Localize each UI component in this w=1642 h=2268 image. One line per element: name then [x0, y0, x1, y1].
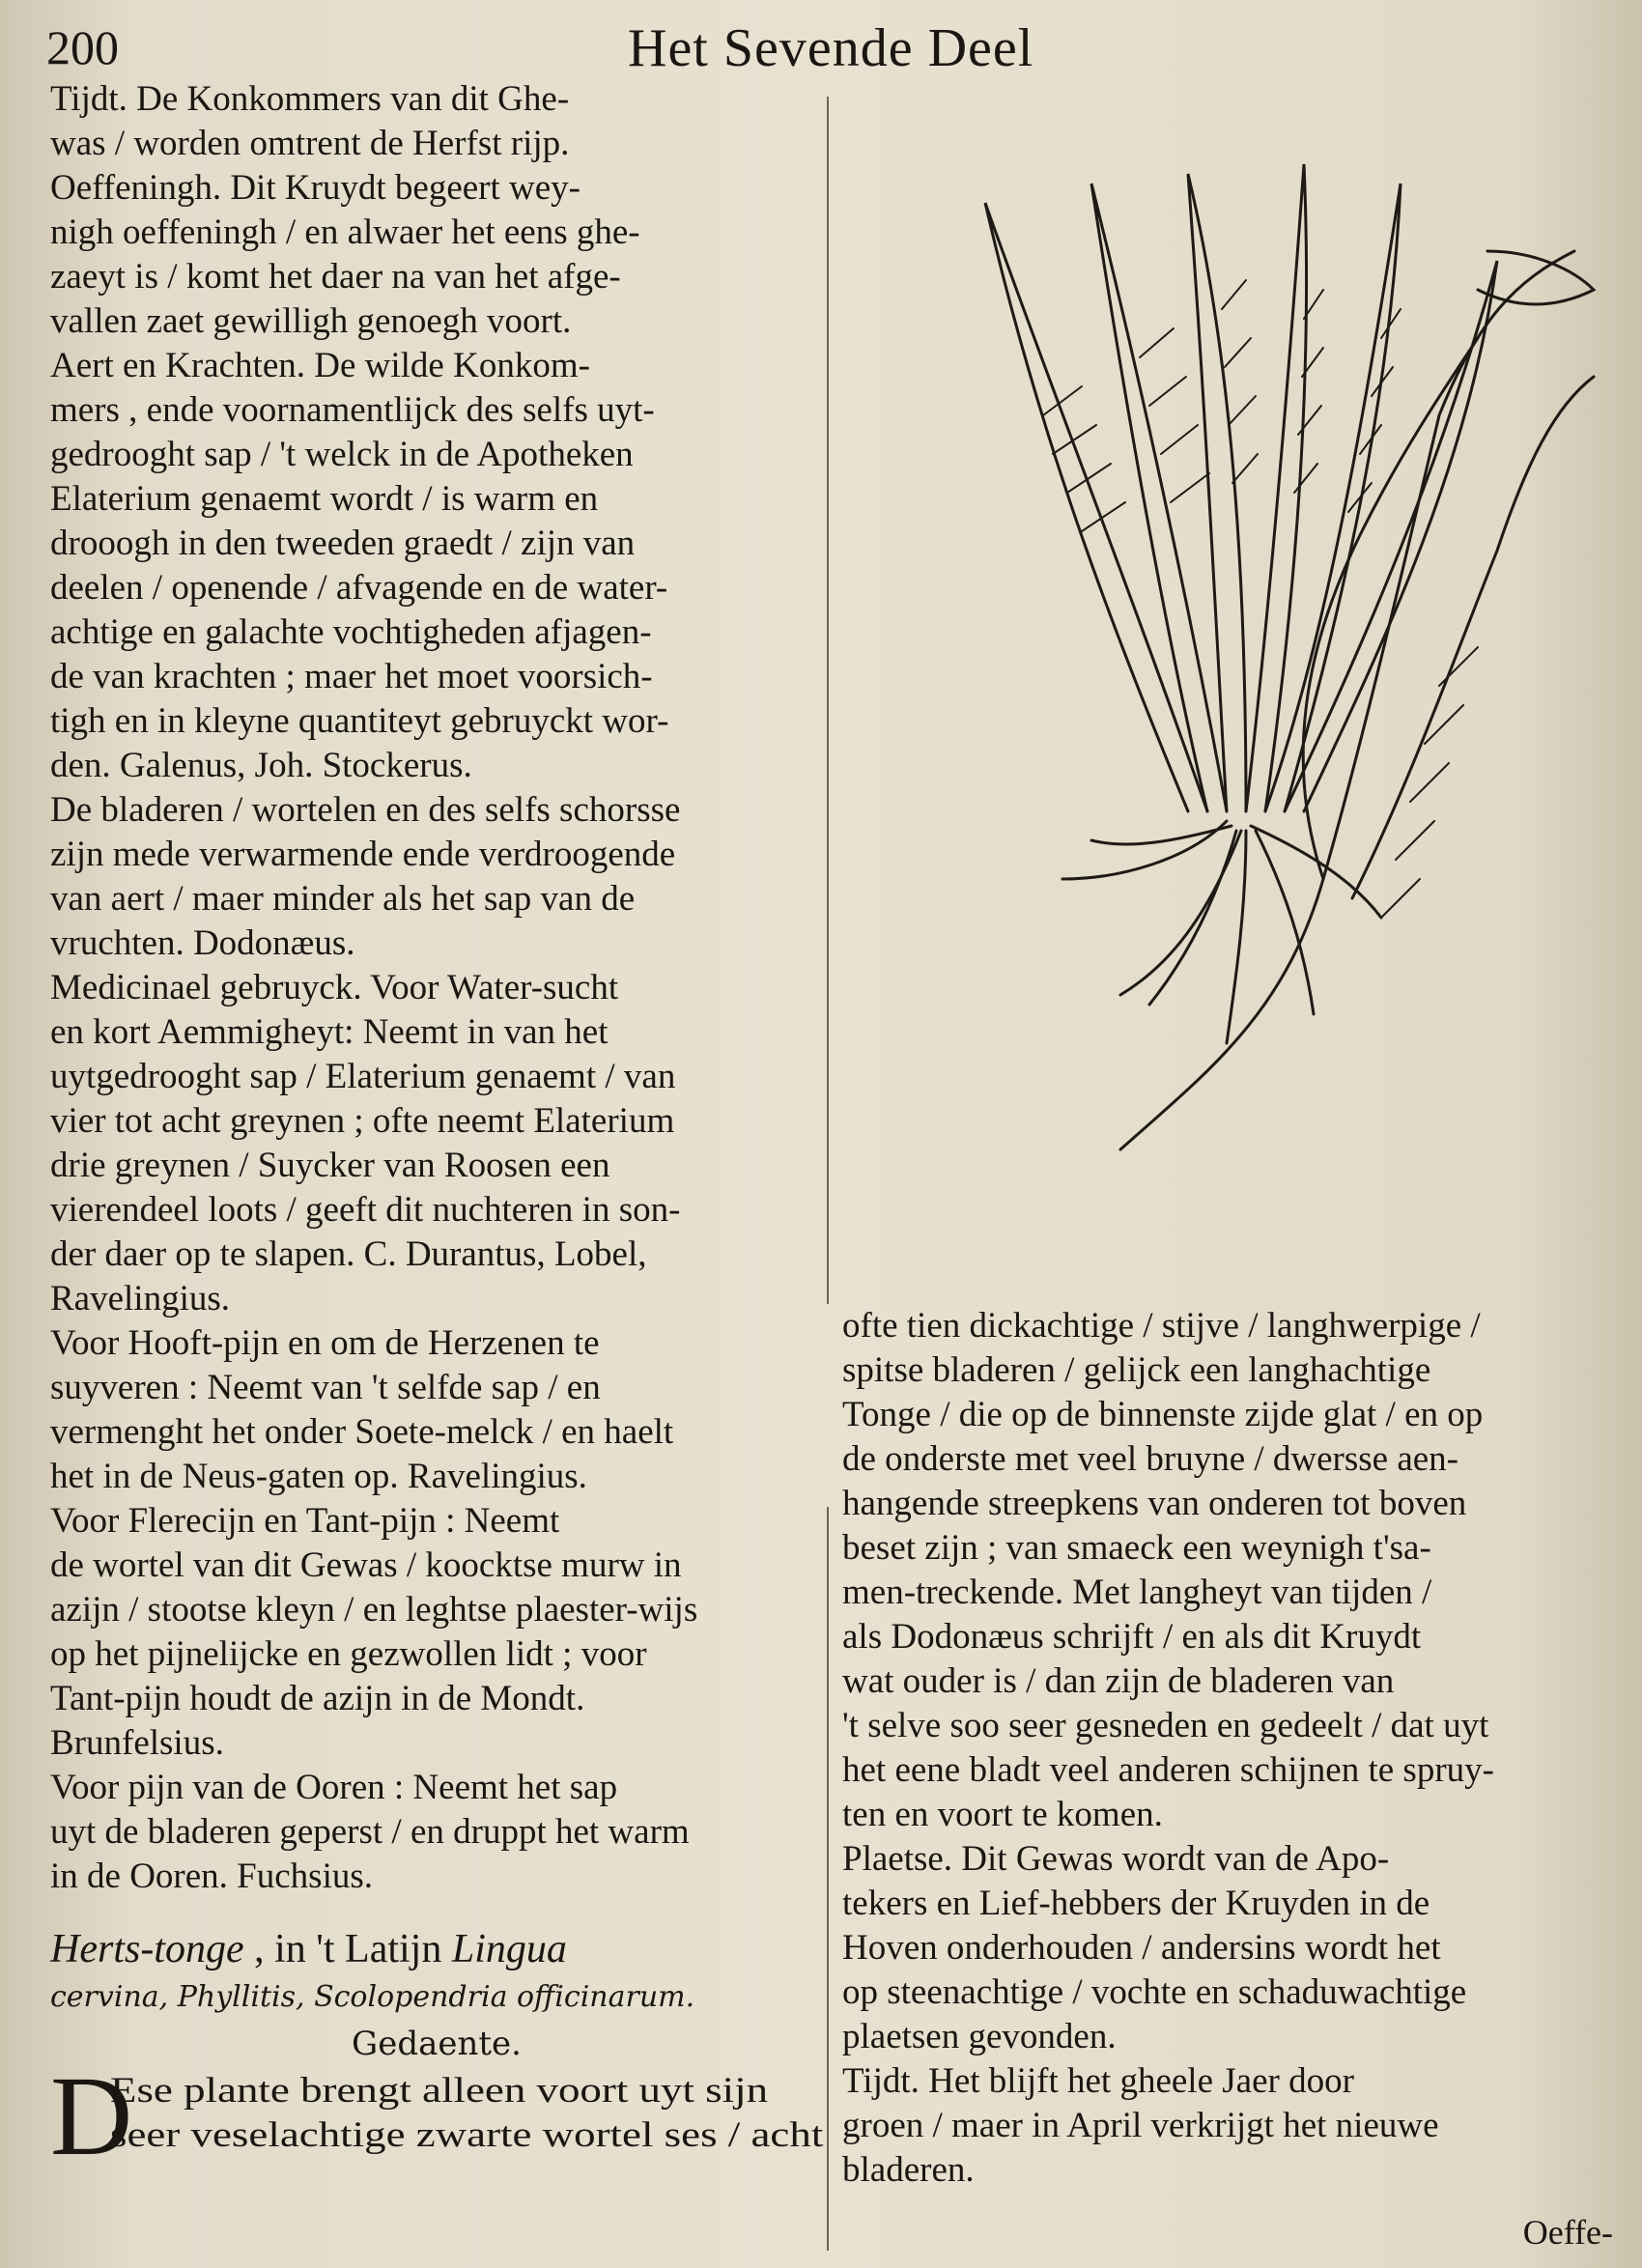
text-line: Elaterium genaemt wordt / is warm en: [50, 479, 599, 519]
text-line: Oeffeningh. Dit Kruydt begeert wey-: [50, 168, 581, 208]
section-heading: [50, 1922, 823, 1976]
text-line: Voor pijn van de Ooren : Neemt het sap: [50, 1768, 618, 1807]
text-line: het eene bladt veel anderen schijnen te spruy-: [842, 1750, 1494, 1790]
text-line: 't selve soo seer gesneden en gedeelt / dat uyt: [842, 1706, 1489, 1745]
text-line: suyveren : Neemt van 't selfde sap / en: [50, 1368, 601, 1407]
text-line: Voor Flerecijn en Tant-pijn : Neemt: [50, 1501, 560, 1541]
text-line: De bladeren / wortelen en des selfs schorsse: [50, 790, 681, 830]
heading-latin: Lingua: [451, 1927, 567, 1971]
text-line: de onderste met veel bruyne / dwersse aen-: [842, 1439, 1458, 1479]
text-line: was / worden omtrent de Herfst rijp.: [50, 124, 570, 163]
text-line: de van krachten ; maer het moet voorsich-: [50, 657, 653, 696]
text-line: bladeren.: [842, 2150, 975, 2190]
text-line: Ese plante brengt alleen voort uyt sijn: [110, 2071, 769, 2111]
text-line: drooogh in den tweeden graedt / zijn van: [50, 524, 636, 563]
text-line: ofte tien dickachtige / stijve / langhwerpige /: [842, 1306, 1481, 1346]
text-line: Medicinael gebruyck. Voor Water-sucht: [50, 968, 619, 1007]
text-line: vier tot acht greynen ; ofte neemt Elaterium: [50, 1101, 675, 1141]
text-line: nigh oeffeningh / en alwaer het eens ghe-: [50, 213, 640, 252]
dropcap-lines: [110, 2069, 824, 2158]
column-rule-upper: [827, 97, 829, 1304]
heading-connector: , in 't Latijn: [254, 1927, 442, 1971]
text-line: Tonge / die op de binnenste zijde glat / en op: [842, 1395, 1484, 1434]
gedaente-label: Gedaente.: [352, 2025, 522, 2063]
text-line: vermenght het onder Soete-melck / en haelt: [50, 1412, 674, 1452]
dropcap-paragraph: [50, 2053, 824, 2179]
text-line: op het pijnelijcke en gezwollen lidt ; voor: [50, 1634, 647, 1674]
catchword: Oeffe-: [1522, 2213, 1613, 2252]
text-line: zaeyt is / komt het daer na van het afge-: [50, 257, 621, 297]
text-line: achtige en galachte vochtigheden afjagen-: [50, 612, 652, 652]
hartstongue-fern-woodcut: [898, 145, 1613, 1256]
text-line: Tijdt. De Konkommers van dit Ghe-: [50, 79, 570, 119]
text-line: deelen / openende / afvagende en de water-: [50, 568, 668, 608]
text-line: azijn / stootse kleyn / en leghtse plaester-wijs: [50, 1590, 698, 1630]
text-line: Aert en Krachten. De wilde Konkom-: [50, 346, 590, 385]
text-line: hangende streepkens van onderen tot boven: [842, 1484, 1467, 1523]
dropcap-letter: D: [50, 2053, 133, 2179]
text-line: gedrooght sap / 't welck in de Apotheken: [50, 435, 634, 474]
text-line: tekers en Lief-hebbers der Kruyden in de: [842, 1884, 1430, 1923]
text-line: vruchten. Dodonæus.: [50, 923, 355, 963]
text-line: Ravelingius.: [50, 1279, 231, 1318]
text-line: uyt de bladeren geperst / en druppt het warm: [50, 1812, 690, 1852]
text-line: beset zijn ; van smaeck een weynigh t'sa-: [842, 1528, 1431, 1568]
text-line: men-treckende. Met langheyt van tijden /: [842, 1573, 1432, 1612]
column-rule-lower: [827, 1507, 829, 2251]
text-line: zijn mede verwarmende ende verdroogende: [50, 835, 676, 874]
heading-name: Herts-tonge: [50, 1927, 244, 1971]
text-line: van aert / maer minder als het sap van de: [50, 879, 636, 919]
text-line: Tant-pijn houdt de azijn in de Mondt.: [50, 1679, 585, 1718]
text-line: Brunfelsius.: [50, 1723, 224, 1763]
text-line: Plaetse. Dit Gewas wordt van de Apo-: [842, 1839, 1390, 1879]
text-line: en kort Aemmigheyt: Neemt in van het: [50, 1012, 609, 1052]
text-line: den. Galenus, Joh. Stockerus.: [50, 746, 472, 785]
text-line: uytgedrooght sap / Elaterium genaemt / van: [50, 1057, 676, 1096]
text-line: vierendeel loots / geeft dit nuchteren in son-: [50, 1190, 681, 1230]
text-line: drie greynen / Suycker van Roosen een: [50, 1146, 610, 1185]
text-line: seer veselachtige zwarte wortel ses / acht: [110, 2115, 824, 2155]
text-line: Voor Hooft-pijn en om de Herzenen te: [50, 1323, 600, 1363]
text-line: de wortel van dit Gewas / koocktse murw in: [50, 1545, 682, 1585]
text-line: als Dodonæus schrijft / en als dit Kruydt: [842, 1617, 1422, 1657]
text-line: wat ouder is / dan zijn de bladeren van: [842, 1661, 1395, 1701]
text-line: groen / maer in April verkrijgt het nieuwe: [842, 2106, 1439, 2145]
text-line: der daer op te slapen. C. Durantus, Lobel,: [50, 1234, 647, 1274]
section-subheading: cervina, Phyllitis, Scolopendria officinarum.: [50, 1980, 695, 2014]
left-column: [50, 77, 824, 2179]
running-title: Het Sevende Deel: [628, 18, 1034, 78]
text-line: plaetsen gevonden.: [842, 2017, 1117, 2056]
text-line: Hoven onderhouden / andersins wordt het: [842, 1928, 1441, 1968]
text-line: op steenachtige / vochte en schaduwachtige: [842, 1972, 1467, 2012]
text-line: tigh en in kleyne quantiteyt gebruyckt wor-: [50, 701, 669, 741]
text-line: in de Ooren. Fuchsius.: [50, 1857, 373, 1896]
text-line: het in de Neus-gaten op. Ravelingius.: [50, 1457, 587, 1496]
text-line: mers , ende voornamentlijck des selfs uyt-: [50, 390, 655, 430]
text-line: vallen zaet gewilligh genoegh voort.: [50, 301, 572, 341]
text-line: ten en voort te komen.: [842, 1795, 1163, 1834]
text-line: spitse bladeren / gelijck een langhachtige: [842, 1350, 1431, 1390]
text-line: Tijdt. Het blijft het gheele Jaer door: [842, 2061, 1354, 2101]
page-number: 200: [46, 20, 119, 74]
right-column: [842, 1304, 1615, 2193]
page-header: [0, 17, 1642, 85]
